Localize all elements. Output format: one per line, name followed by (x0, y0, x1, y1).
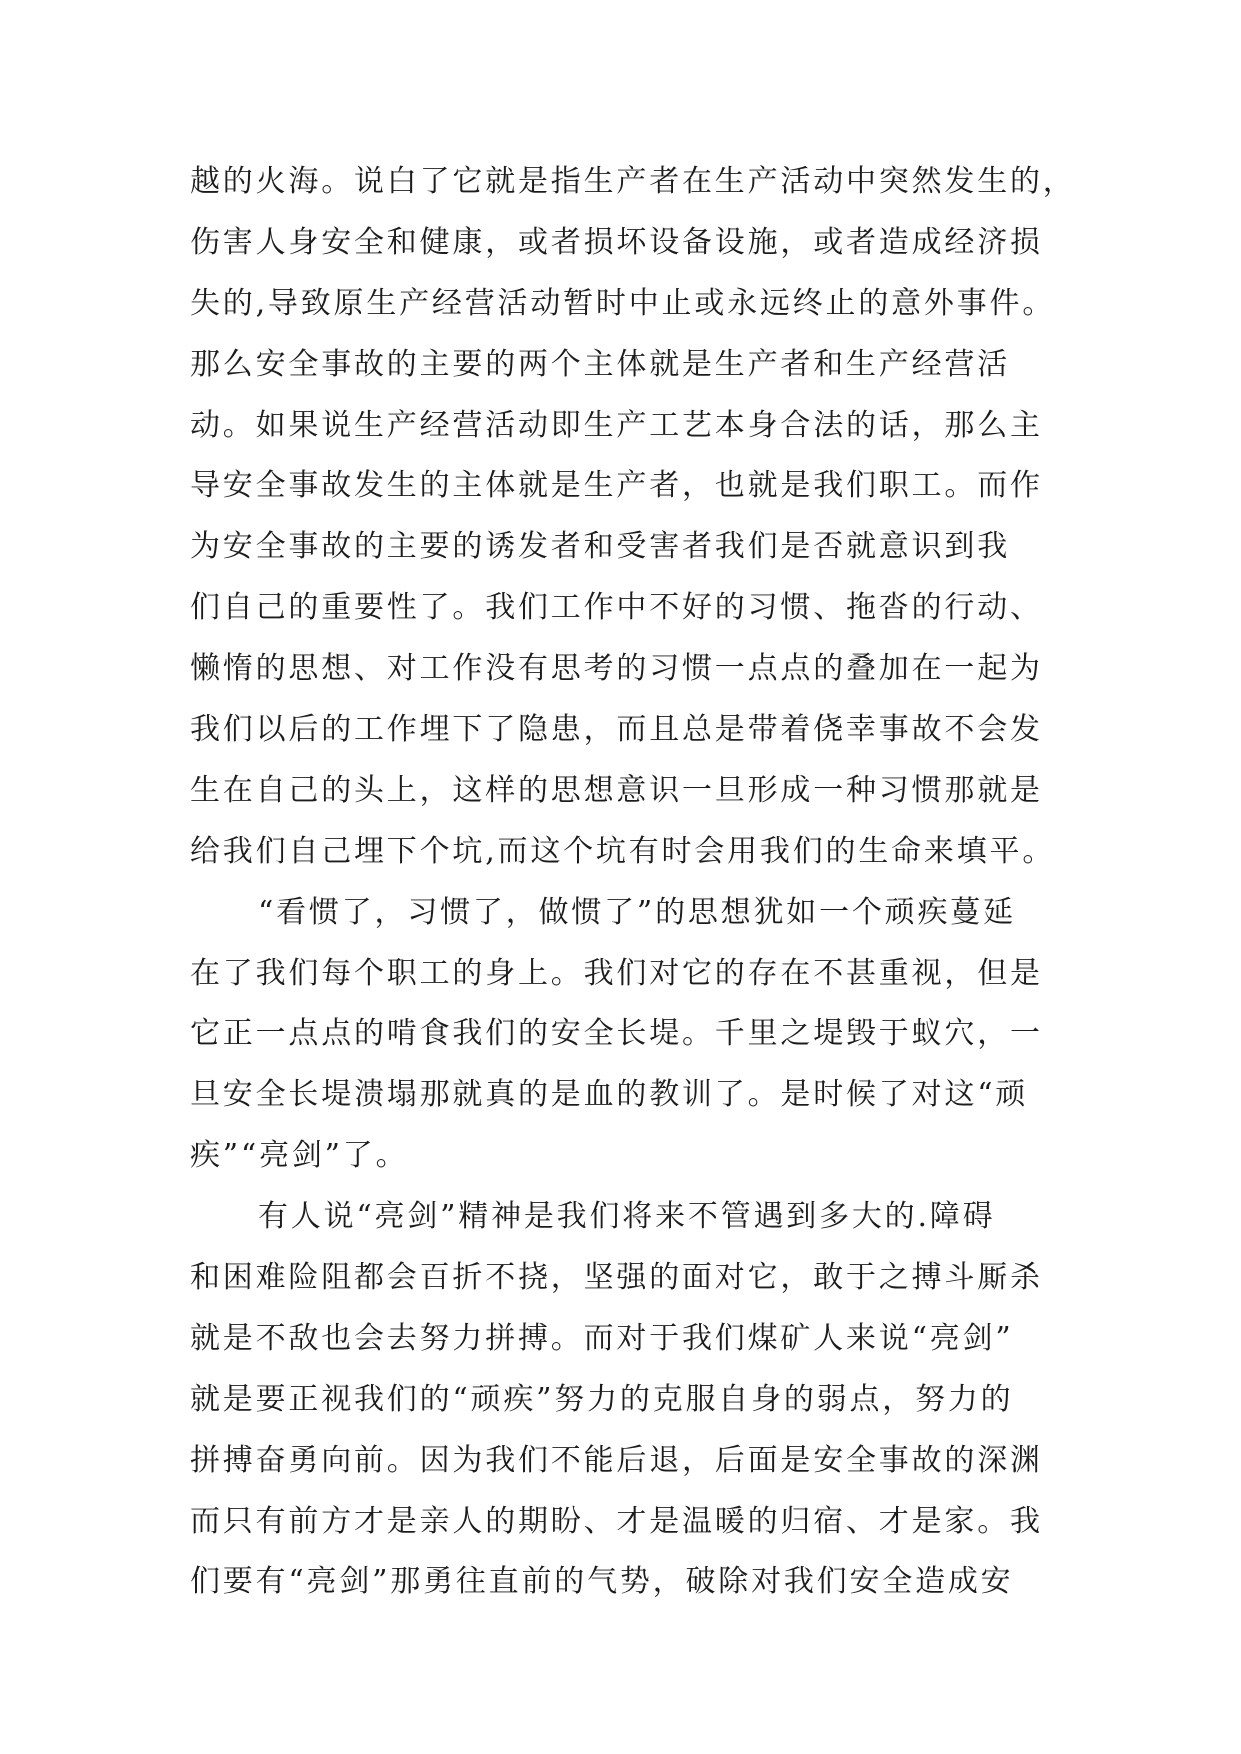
text-line: 为安全事故的主要的诱发者和受害者我们是否就意识到我 (190, 529, 1010, 565)
text-line: 在了我们每个职工的身上。我们对它的存在不甚重视，但是 (190, 955, 1043, 991)
text-line: 动。如果说生产经营活动即生产工艺本身合法的话，那么主 (190, 407, 1043, 443)
text-line-first: “看惯了，习惯了，做惯了”的思想犹如一个顽疾蔓延 (258, 894, 1016, 930)
paragraph-continued (190, 152, 1190, 883)
text-line: 疾”“亮剑”了。 (190, 1138, 409, 1174)
text-line: 和困难险阻都会百折不挠，坚强的面对它，敢于之搏斗厮杀 (190, 1260, 1043, 1296)
text-line: 就是不敌也会去努力拼搏。而对于我们煤矿人来说“亮剑” (190, 1320, 1014, 1356)
text-line: 它正一点点的啃食我们的安全长堤。千里之堤毁于蚁穴，一 (190, 1016, 1043, 1052)
text-line: 失的,导致原生产经营活动暂时中止或永远终止的意外事件。 (190, 285, 1056, 321)
text-line-first: 有人说“亮剑”精神是我们将来不管遇到多大的.障碍 (258, 1199, 996, 1235)
text-line: 那么安全事故的主要的两个主体就是生产者和生产经营活 (190, 346, 1010, 382)
text-line: 而只有前方才是亲人的期盼、才是温暖的归宿、才是家。我 (190, 1503, 1043, 1539)
paragraph-habits (190, 883, 1190, 1187)
text-line: 生在自己的头上，这样的思想意识一旦形成一种习惯那就是 (190, 772, 1043, 808)
text-line: 拼搏奋勇向前。因为我们不能后退，后面是安全事故的深渊 (190, 1442, 1043, 1478)
paragraph-liangjian (190, 1187, 1190, 1613)
text-line: 伤害人身安全和健康，或者损坏设备设施，或者造成经济损 (190, 224, 1043, 260)
text-line: 导安全事故发生的主体就是生产者，也就是我们职工。而作 (190, 468, 1043, 504)
text-line: 越的火海。说白了它就是指生产者在生产活动中突然发生的， (190, 164, 1076, 199)
text-line: 我们以后的工作埋下了隐患，而且总是带着侥幸事故不会发 (190, 712, 1043, 748)
text-line: 们自己的重要性了。我们工作中不好的习惯、拖沓的行动、 (190, 590, 1043, 626)
text-line: 旦安全长堤溃塌那就真的是血的教训了。是时候了对这“顽 (190, 1077, 1029, 1113)
text-line: 就是要正视我们的“顽疾”努力的克服自身的弱点，努力的 (190, 1381, 1014, 1417)
text-line: 懒惰的思想、对工作没有思考的习惯一点点的叠加在一起为 (190, 651, 1043, 687)
document-body (190, 152, 1190, 1613)
text-line: 给我们自己埋下个坑,而这个坑有时会用我们的生命来填平。 (190, 833, 1056, 869)
text-line: 们要有“亮剑”那勇往直前的气势，破除对我们安全造成安 (190, 1564, 1014, 1600)
